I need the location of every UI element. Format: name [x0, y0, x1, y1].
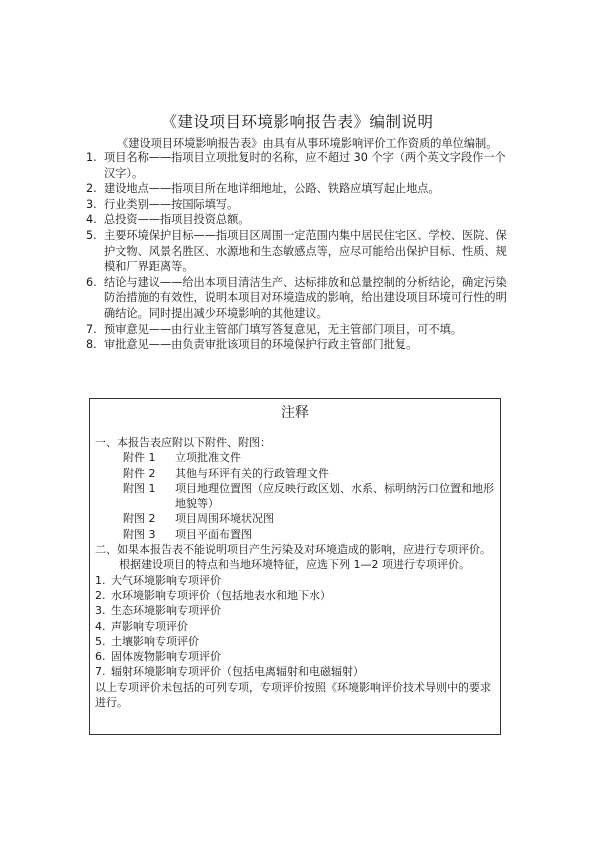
attachment-text: 其他与环评有关的行政管理文件	[175, 466, 329, 480]
item-text: 行业类别——按国际填写。	[104, 197, 239, 211]
evaluation-number: 7.	[95, 665, 106, 679]
evaluation-number: 3.	[95, 604, 106, 618]
attachment-name: 附件 1	[123, 451, 156, 465]
notes-closing: 以上专项评价未包括的可列专项，专项评价按照《环境影响评价技术导则中的要求进行。	[95, 680, 491, 710]
list-item	[86, 337, 516, 353]
list-item	[86, 212, 516, 228]
attachment-text: 项目地理位置图（应反映行政区划、水系、标明纳污口位置和地形地貌等）	[175, 481, 494, 511]
evaluation-number: 5.	[95, 634, 106, 648]
attachment-item	[95, 511, 499, 526]
evaluation-item	[95, 573, 499, 588]
evaluation-item	[95, 588, 499, 603]
evaluation-item	[95, 634, 499, 649]
item-number: 3.	[86, 197, 97, 211]
item-number: 7.	[86, 322, 97, 336]
evaluation-number: 6.	[95, 650, 106, 664]
attachment-name: 附图 2	[123, 512, 156, 526]
item-text: 结论与建议——给出本项目清洁生产、达标排放和总量控制的分析结论，确定污染防治措施的有效性，说明本项目对环境造成的影响，给出建设项目环境可行性的明确结论。同时提出减少环境影响的其他建议。	[104, 275, 507, 320]
attachment-item	[95, 450, 499, 465]
page-title: 《建设项目环境影响报告表》编制说明	[161, 113, 434, 131]
notes-section-2: 二、如果本报告表不能说明项目产生污染及对环境造成的影响，应进行专项评价。根据建设项目的特点和当地环境特征，应选下列 1—2 项进行专项评价。	[95, 543, 491, 572]
item-text: 建设地点——指项目所在地详细地址，公路、铁路应填写起止地点。	[104, 182, 440, 196]
attachment-item	[95, 527, 499, 542]
attachment-name: 附图 3	[123, 527, 156, 541]
intro-paragraph: 《建设项目环境影响报告表》由具有从事环境影响评价工作资质的单位编制。	[117, 137, 498, 150]
evaluation-item	[95, 603, 499, 618]
item-text: 项目名称——指项目立项批复时的名称，应不超过 30 个字（两个英文字段作一个汉字）。	[104, 151, 506, 180]
item-number: 5.	[86, 228, 97, 242]
instruction-list	[86, 150, 516, 353]
attachment-item	[95, 466, 499, 481]
item-text: 审批意见——由负责审批该项目的环境保护行政主管部门批复。	[104, 338, 418, 352]
notes-content	[95, 435, 499, 710]
list-item	[86, 197, 516, 213]
attachment-text: 项目平面布置图	[175, 527, 252, 541]
evaluation-number: 1.	[95, 573, 106, 587]
evaluation-number: 2.	[95, 588, 106, 602]
evaluation-text: 水环境影响专项评价（包括地表水和地下水）	[111, 588, 331, 602]
evaluation-item	[95, 619, 499, 634]
evaluation-text: 声影响专项评价	[111, 619, 188, 633]
list-item	[86, 181, 516, 197]
item-text: 主要环境保护目标——指项目区周围一定范围内集中居民住宅区、学校、医院、保护文物、风景名胜区、水源地和生态敏感点等，应尽可能给出保护目标、性质、规模和厂界距离等。	[104, 228, 507, 274]
list-item	[86, 322, 516, 338]
item-number: 2.	[86, 182, 97, 196]
attachment-text: 立项批准文件	[175, 451, 241, 465]
item-number: 6.	[86, 275, 97, 289]
attachment-name: 附图 1	[123, 481, 156, 495]
notes-box	[89, 398, 501, 735]
evaluation-text: 辐射环境影响专项评价（包括电离辐射和电磁辐射）	[111, 665, 364, 679]
attachment-name: 附件 2	[123, 466, 156, 480]
attachment-text: 项目周围环境状况图	[175, 512, 274, 526]
item-text: 预审意见——由行业主管部门填写答复意见，无主管部门项目，可不填。	[104, 322, 463, 336]
evaluation-text: 生态环境影响专项评价	[111, 604, 221, 618]
item-text: 总投资——指项目投资总额。	[104, 213, 250, 227]
item-number: 8.	[86, 338, 97, 352]
list-item	[86, 275, 516, 322]
attachment-item	[95, 481, 499, 512]
evaluation-item	[95, 664, 499, 679]
evaluation-item	[95, 649, 499, 664]
list-item	[86, 228, 516, 275]
evaluation-number: 4.	[95, 619, 106, 633]
item-number: 1.	[86, 151, 97, 164]
evaluation-text: 大气环境影响专项评价	[111, 573, 221, 587]
item-number: 4.	[86, 213, 97, 227]
notes-title: 注释	[281, 405, 309, 421]
notes-section-1: 一、本报告表应附以下附件、附图：	[95, 436, 271, 449]
evaluation-text: 土壤影响专项评价	[111, 634, 199, 648]
evaluation-text: 固体废物影响专项评价	[111, 650, 221, 664]
list-item	[86, 150, 516, 181]
